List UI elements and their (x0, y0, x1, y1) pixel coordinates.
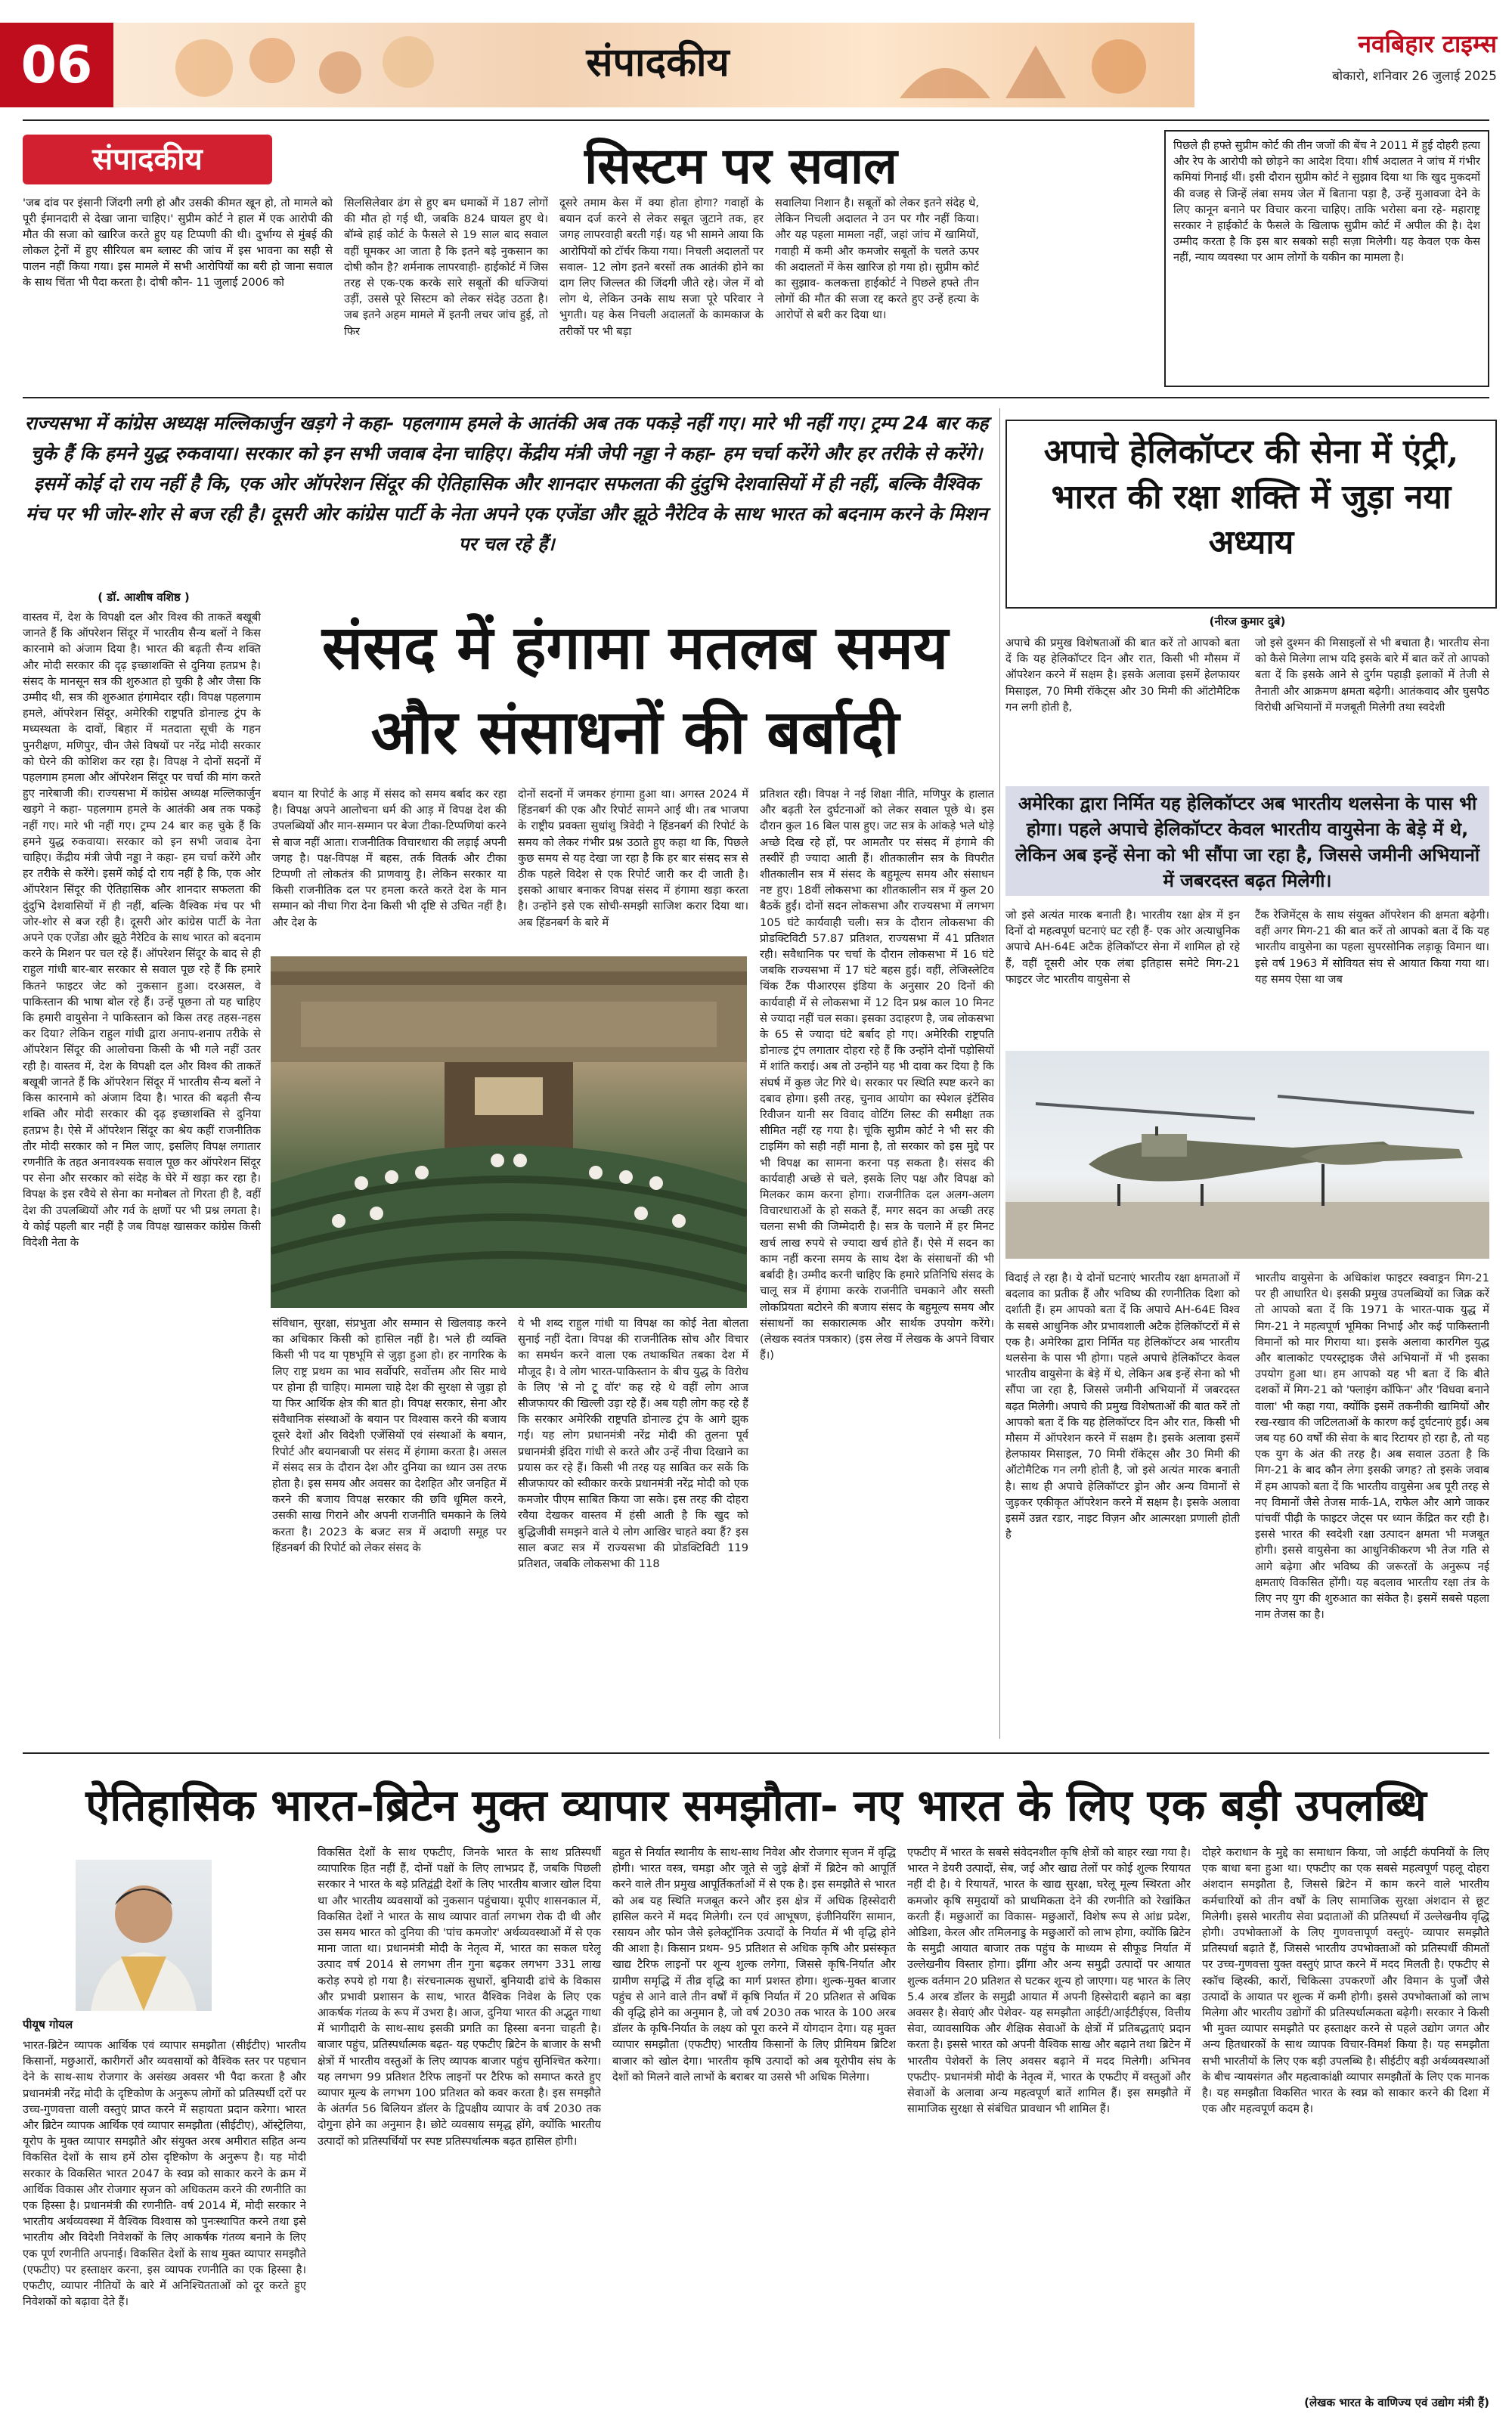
lead-column: संविधान, सुरक्षा, संप्रभुता और सम्मान से खिलवाड़ करने का अधिकार किसी को हासिल नहीं है। भले ही व्यक्ति किसी भी पद या पृष्ठभूमि से जुड़ा हुआ हो। हर नागरिक के लिए राष्ट्र प्रथम का भाव सर्वोपरि, सर्वोत्तम और सिर माथे पर होना ही चाहिए। मामला चाहे देश की सुरक्षा से जुड़ा हो या फिर आर्थिक क्षेत्र की बात हो। विपक्ष सरकार, सेना और संवैधानिक संस्थाओं के बयान पर विश्वास करने की बजाय दूसरे देशों और विदेशी एजेंसियों एवं संस्थाओं के बयान, रिपोर्ट और बयानबाजी पर संसद में हंगामा करता है। असल में संसद सत्र के दौरान देश और दुनिया का ध्यान उस तरफ होता है। इस समय और अवसर का देशहित और जनहित में करने की बजाय विपक्ष सरकार की छवि धूमिल करने, उसकी साख गिराने और अपनी राजनीति चमकाने के लिये करता है। 2023 के बजट सत्र में अदाणी समूह पर हिंडनबर्ग की रिपोर्ट को लेकर संसद के (272, 1317, 507, 1554)
bottom-headline: ऐतिहासिक भारत-ब्रिटेन मुक्त व्यापार समझौता- नए भारत के लिए एक बड़ी उपलब्धि (85, 1780, 1427, 1831)
lead-byline: ( डॉ. आशीष वशिष्ठ ) (98, 590, 190, 604)
side-column: भारतीय वायुसेना के अधिकांश फाइटर स्क्वाड्रन मिग-21 पर ही आधारित थे। इसकी प्रमुख उपलब्धियों का जिक्र करें तो आपको बता दें कि 1971 के भारत-पाक युद्ध में मिग-21 ने महत्वपूर्ण भूमिका निभाई और कई पाकिस्तानी विमानों को मार गिराया था। इसके अलावा कारगिल युद्ध और बालाकोट एयरस्ट्राइक जैसे अभियानों में भी इसका उपयोग हुआ था। हम आपको यह भी बता दें कि बीते दशकों में मिग-21 को 'फ्लाइंग कॉफिन' और 'विधवा बनाने वाला' भी कहा गया, क्योंकि इसमें तकनीकी खामियों और रख-रखाव की जटिलताओं के कारण कई दुर्घटनाएं हुईं। अब जब यह 60 वर्षों की सेवा के बाद रिटायर हो रहा है, तो यह एक युग के अंत की तरह है। अब सवाल उठता है कि मिग-21 के बाद कौन लेगा इसकी जगह? तो इसके जवाब में हम आपको बता दें कि भारतीय वायुसेना अब पूरी तरह से नए विमानों जैसे तेजस मार्क-1A, राफेल और आगे जाकर पांचवीं पीढ़ी के फाइटर जेट्स पर ध्यान केंद्रित कर रही है। इससे भारत की स्वदेशी रक्षा उत्पादन क्षमता भी मजबूत होगी। इससे वायुसेना का आधुनिकीकरण भी तेज गति से आगे बढ़ेगा और भविष्य की जरूरतों के अनुरूप नई क्षमताएं विकसित होंगी। यह बदलाव भारतीय रक्षा तंत्र के लिए नए युग की शुरुआत का संकेत है। इसमें सबसे पहला नाम तेजस का है। (1255, 1272, 1489, 1622)
side-column: अपाचे की प्रमुख विशेषताओं की बात करें तो आपको बता दें कि यह हेलिकॉप्टर दिन और रात, किसी भी मौसम में ऑपरेशन करने में सक्षम है। इसके अलावा इसमें हेलफायर मिसाइल, 70 मिमी रॉकेट्स और 30 मिमी की ऑटोमैटिक गन लगी होती है, (1005, 637, 1240, 714)
editorial-column: सवालिया निशान है। सबूतों को लेकर इतने संदेह थे, लेकिन निचली अदालत ने उन पर गौर नहीं किया। और यह पहला मामला नहीं, जहां जांच में खामियों, गवाही में कमी और कमजोर सबूतों के चलते ऊपर की अदालतों में केस खारिज हो गया हो। सुप्रीम कोर्ट का सुझाव- कलकत्ता हाईकोर्ट ने पिछले हफ्ते तीन लोगों की मौत की सजा रद्द करते हुए उन्हें हत्या के आरोपों से बरी कर दिया था। (775, 197, 979, 322)
bottom-column: भारत-ब्रिटेन व्यापक आर्थिक एवं व्यापार समझौता (सीईटीए) भारतीय किसानों, मछुआरों, कारीगरों और व्यवसायों को वैश्विक स्तर पर पहचान देने के साथ-साथ रोजगार के असंख्य अवसर भी पैदा करता है और प्रधानमंत्री नरेंद्र मोदी के दृष्टिकोण के अनुरूप लोगों को प्रतिस्पर्धी दरों पर उच्च-गुणवत्ता वाली वस्तुएं प्राप्त करने में सहायता प्रदान करेगा। भारत और ब्रिटेन व्यापक आर्थिक एवं व्यापार समझौता (सीईटीए), ऑस्ट्रेलिया, यूरोप के मुक्त व्यापार समझौते और संयुक्त अरब अमीरात सहित अन्य विकसित देशों के साथ हमें ठोस दृष्टिकोण के अनुरूप है। यह मोदी सरकार के विकसित भारत 2047 के स्वप्न को साकार करने के क्रम में आर्थिक विकास और रोजगार सृजन को अधिकतम करने की रणनीति का एक हिस्सा है। प्रधानमंत्री की रणनीति- वर्ष 2014 में, मोदी सरकार ने भारतीय अर्थव्यवस्था में वैश्विक विश्वास को पुनःस्थापित करने तथा इसे भारतीय और विदेशी निवेशकों के लिए आकर्षक गंतव्य बनाने के लिए एक पूर्ण रणनीति अपनाई। विकसित देशों के साथ मुक्त व्यापार समझौते (एफटीए) पर हस्ताक्षर करना, इस व्यापक रणनीति का एक हिस्सा है। एफटीए, व्यापार नीतियों के बारे में अनिश्चितताओं को दूर करते हुए निवेशकों को बढ़ावा देते हैं। (23, 2039, 306, 2309)
column-divider (999, 408, 1000, 1739)
bottom-column: एफटीए में भारत के सबसे संवेदनशील कृषि क्षेत्रों को बाहर रखा गया है। भारत ने डेयरी उत्पादों, सेब, जई और खाद्य तेलों पर कोई शुल्क रियायत नहीं दी है। ये रियायतें, भारत के खाद्य सुरक्षा, घरेलू मूल्य स्थिरता और कमजोर कृषि समुदायों को प्राथमिकता देने की रणनीति को रेखांकित करती हैं। मछुआरों का विकास- मछुआरों, विशेष रूप से आंध्र प्रदेश, ओडिशा, केरल और तमिलनाडु के मछुआरों को लाभ होगा, क्योंकि ब्रिटेन के समुद्री आयात बाजार तक पहुंच के माध्यम से सीफूड निर्यात में उल्लेखनीय विस्तार होगा। झींगा और अन्य समुद्री उत्पादों पर आयात शुल्क वर्तमान 20 प्रतिशत से घटकर शून्य हो जाएगा। यह भारत के लिए 5.4 अरब डॉलर के समुद्री आयात में अपनी हिस्सेदारी बढ़ाने का बड़ा अवसर है। सेवाएं और पेशेवर- यह समझौता आईटी/आईटीईएस, वित्तीय सेवा, व्यावसायिक और शैक्षिक सेवाओं के क्षेत्रों में प्रतिबद्धताएं प्रदान करता है। इससे भारत को अपनी वैश्विक साख और बढ़ाने तथा ब्रिटेन में भारतीय पेशेवरों के लिए अवसर बढ़ाने में मदद मिलेगी। अभिनव एफटीए- प्रधानमंत्री मोदी के नेतृत्व में, भारत के एफटीए में वस्तुओं और सेवाओं के अलावा अन्य महत्वपूर्ण बातें शामिल हैं। इस समझौते में सामाजिक सुरक्षा से संबंधित प्रावधान भी शामिल हैं। (907, 1846, 1191, 2116)
newspaper-name: नवबिहार टाइम्स (1358, 29, 1497, 58)
dateline: बोकारो, शनिवार 26 जुलाई 2025 (1332, 69, 1497, 84)
lead-headline: संसद में हंगामा मतलब समय और संसाधनों की बर्बादी (321, 612, 949, 767)
parliament-illustration (271, 956, 747, 1308)
helicopter-illustration (1005, 1051, 1489, 1259)
side-byline: (नीरज कुमार दुबे) (1209, 615, 1286, 628)
editorial-column: सिलसिलेवार ढंग से हुए बम धमाकों में 187 लोगों की मौत हो गई थी, जबकि 824 घायल हुए थे। बॉम्बे हाई कोर्ट के फैसले से 19 साल बाद सवाल वहीं घूमकर आ जाता है कि इतने बड़े नुकसान का दोषी कौन है? शर्मनाक लापरवाही- हाईकोर्ट में जिस तरह से एक-एक करके सारे सबूतों की धज्जियां उड़ीं, उससे पूरे सिस्टम को लेकर संदेह उठता है। जब इतने अहम मामले में इतनी लचर जांच हुई, तो फिर (344, 197, 548, 338)
helicopter-photo (1005, 1051, 1489, 1259)
page-number: 06 (0, 23, 113, 107)
side-column: जो इसे अत्यंत मारक बनाती है। भारतीय रक्षा क्षेत्र में इन दिनों दो महत्वपूर्ण घटनाएं घट रही हैं- एक ओर अत्याधुनिक अपाचे AH-64E अटैक हेलिकॉप्टर सेना में शामिल हो रहे हैं, वहीं दूसरी ओर एक लंबा इतिहास समेटे मिग-21 फाइटर जेट भारतीय वायुसेना से (1005, 909, 1240, 986)
side-headline: अपाचे हेलिकॉप्टर की सेना में एंट्री, भारत की रक्षा शक्ति में जुड़ा नया अध्याय (1043, 432, 1459, 562)
section-divider (23, 397, 1489, 398)
editorial-column: पिछले ही हफ्ते सुप्रीम कोर्ट की तीन जजों की बेंच ने 2011 में हुई दोहरी हत्या और रेप के आरोपी को छोड़ने का आदेश दिया। शीर्ष अदालत ने जांच में गंभीर कमियां गिनाई थीं। इसी दौरान सुप्रीम कोर्ट ने सुझाव दिया था कि खुद मुकदमों की वजह से जिन्हें लंबा समय जेल में बिताना पड़ा है, उन्हें मुआवजा देने के लिए कानून बनाने पर विचार करना चाहिए। ताकि भरोसा बना रहे- महाराष्ट्र सरकार ने हाईकोर्ट के फैसले के खिलाफ सुप्रीम कोर्ट में अपील की है। देश उम्मीद करता है कि इस बार सबको सही सज़ा मिलेगी। यह केवल एक केस नहीं, न्याय व्यवस्था पर आम लोगों के यकीन का मामला है। (1173, 139, 1480, 265)
lead-kicker: राज्यसभा में कांग्रेस अध्यक्ष मल्लिकार्जुन खड़गे ने कहा- पहलगाम हमले के आतंकी अब तक पकड़े नहीं गए। मारे भी नहीं गए। ट्रम्प 24 बार कह चुके हैं कि हमने युद्ध रुकवाया। सरकार को इन सभी जवाब देना चाहिए। केंद्रीय मंत्री जेपी नड्डा ने कहा- हम चर्चा करेंगे और हर तरीके से करेंगे। इसमें कोई दो राय नहीं है कि, एक ओर ऑपरेशन सिंदूर की ऐतिहासिक और शानदार सफलता की दुंदुभि देशवासियों में ही नहीं, बल्कि वैश्विक मंच पर भी जोर-शोर से बज रही है। दूसरी ओर कांग्रेस पार्टी के नेता अपने एक एजेंडा और झूठे नैरेटिव के साथ भारत को बदनाम करने के मिशन पर चल रहे हैं। (24, 412, 989, 555)
side-highlight-text: अमेरिका द्वारा निर्मित यह हेलिकॉप्टर अब भारतीय थलसेना के पास भी होगा। पहले अपाचे हेलिकॉप्टर केवल भारतीय वायुसेना के बेड़े में थे, लेकिन अब इन्हें सेना को भी सौंपा जा रहा है, जिससे जमीनी अभियानों में जबरदस्त बढ़त मिलेगी। (1015, 793, 1480, 891)
masthead-divider (23, 119, 1489, 121)
editorial-intro: 'जब दांव पर इंसानी जिंदगी लगी हो और उसकी कीमत खून हो, तो मामले को पूरी ईमानदारी से देखा जाना चाहिए।' सुप्रीम कोर्ट ने हाल में एक आरोपी की मौत की सजा को खारिज करते हुए यह टिप्पणी की थी। दुर्भाग्य से मुंबई की लोकल ट्रेनों में हुए सीरियल बम ब्लास्ट की जांच में इस भावना का सही से पालन नहीं किया गया। इस मामले में सभी आरोपियों का बरी हो जाना सवाल के साथ चिंता भी पैदा करता है। दोषी कौन- 11 जुलाई 2006 को (23, 197, 333, 289)
bottom-column: बहुत से निर्यात स्थानीय के साथ-साथ निवेश और रोजगार सृजन में वृद्धि होगी। भारत वस्त्र, चमड़ा और जूते से जुड़े क्षेत्रों में ब्रिटेन को आपूर्ति करने वाले तीन प्रमुख आपूर्तिकर्ताओं में से एक है। इस समझौते से भारत को अब यह स्थिति मजबूत करने और इस क्षेत्र में अधिक हिस्सेदारी हासिल करने में मदद मिलेगी। रत्न एवं आभूषण, इंजीनियरिंग सामान, रसायन और फोन जैसे इलेक्ट्रॉनिक उत्पादों के निर्यात में भी वृद्धि होने की आशा है। किसान प्रथम- 95 प्रतिशत से अधिक कृषि और प्रसंस्कृत खाद्य टैरिफ लाइनों पर शून्य शुल्क लगेगा, जिससे कृषि-निर्यात और ग्रामीण समृद्धि में तीव्र वृद्धि का मार्ग प्रशस्त होगा। शुल्क-मुक्त बाजार पहुंच से आने वाले तीन वर्षों में कृषि निर्यात में 20 प्रतिशत से अधिक की वृद्धि होने का अनुमान है, जो वर्ष 2030 तक भारत के 100 अरब डॉलर के कृषि-निर्यात के लक्ष्य को पूरा करने में योगदान देगा। यह मुक्त व्यापार समझौता (एफटीए) भारतीय किसानों के लिए प्रीमियम ब्रिटिश बाजार को खोल देगा। भारतीय कृषि उत्पादों को अब यूरोपीय संघ के देशों को मिलने वाले लाभों के बराबर या उससे भी अधिक मिलेगा। (612, 1846, 896, 2084)
editorial-box (1164, 130, 1489, 387)
lead-column: बयान या रिपोर्ट के आड़ में संसद को समय बर्बाद कर रहा है। विपक्ष अपने आलोचना धर्म की आड़ में विपक्ष देश की उपलब्धियों और मान-सम्मान पर बेजा टीका-टिप्पणियां करने से बाज नहीं आता। राजनीतिक विचारधारा की लड़ाई अपनी जगह है। पक्ष-विपक्ष में बहस, तर्क वितर्क और टीका टिप्पणी तो लोकतंत्र की प्राणवायु है। लेकिन सरकार या किसी राजनीतिक दल पर हमला करते करते देश के मान सम्मान को नीचा गिरा देना किसी भी दृष्टि से उचित नहीं है। और देश के (272, 788, 507, 929)
bottom-column: विकसित देशों के साथ एफटीए, जिनके भारत के साथ प्रतिस्पर्धी व्यापारिक हित नहीं हैं, दोनों पक्षों के लिए लाभप्रद हैं, जबकि पिछली सरकार ने भारत के बड़े प्रतिद्वंद्वी देशों के लिए भारतीय बाजार खोल दिया था और भारतीय व्यवसायों को नुकसान पहुंचाया। यूपीए शासनकाल में, विकसित देशों ने भारत के साथ व्यापार वार्ता लगभग रोक दी थी और उस समय भारत को दुनिया की 'पांच कमजोर' अर्थव्यवस्थाओं में से एक माना जाता था। प्रधानमंत्री मोदी के नेतृत्व में, भारत का सकल घरेलू उत्पाद वर्ष 2014 से लगभग तीन गुना बढ़कर लगभग 331 लाख करोड़ रुपये हो गया है। संरचनात्मक सुधारों, बुनियादी ढांचे के विकास और प्रभावी प्रशासन के साथ, भारत वैश्विक निवेश के लिए एक आकर्षक गंतव्य के रूप में उभरा है। आज, दुनिया भारत की अद्भुत गाथा में भागीदारी के साथ-साथ इसकी प्रगति का हिस्सा बनना चाहती है। बाजार पहुंच, प्रतिस्पर्धात्मक बढ़त- यह एफटीए ब्रिटेन के बाजार के सभी क्षेत्रों में भारतीय वस्तुओं के लिए व्यापक बाजार पहुंच सुनिश्चित करेगा। यह लगभग 99 प्रतिशत टैरिफ लाइनों पर टैरिफ को समाप्त करते हुए व्यापार मूल्य के लगभग 100 प्रतिशत को कवर करता है। इस समझौते के अंतर्गत 56 बिलियन डॉलर के द्विपक्षीय व्यापार के वर्ष 2030 तक दोगुना होने का अनुमान है। छोटे व्यवसाय समृद्ध होंगे, क्योंकि भारतीय उत्पादों को प्रतिस्पर्धियों पर स्पष्ट प्रतिस्पर्धात्मक बढ़त हासिल होगी। (318, 1846, 601, 2148)
side-column: जो इसे दुश्मन की मिसाइलों से भी बचाता है। भारतीय सेना को कैसे मिलेगा लाभ यदि इसके बारे में बात करें तो आपको बता दें कि इसके आने से दुर्गम पहाड़ी इलाकों में तेजी से तैनाती और आक्रमण क्षमता बढ़ेगी। आतंकवाद और घुसपैठ विरोधी अभियानों में मजबूती मिलेगी तथा स्वदेशी (1255, 637, 1489, 714)
side-column: विदाई ले रहा है। ये दोनों घटनाएं भारतीय रक्षा क्षमताओं में बदलाव का प्रतीक हैं और भविष्य की रणनीतिक दिशा को दर्शाती हैं। हम आपको बता दें कि अपाचे AH-64E विश्व के सबसे आधुनिक और प्रभावशाली अटैक हेलिकॉप्टरों में से एक है। अमेरिका द्वारा निर्मित यह हेलिकॉप्टर अब भारतीय थलसेना के पास भी होगा। पहले अपाचे हेलिकॉप्टर केवल भारतीय वायुसेना के बेड़े में थे, लेकिन अब इन्हें सेना को भी सौंपा जा रहा है, जिससे जमीनी अभियानों में जबरदस्त बढ़त मिलेगी। अपाचे की प्रमुख विशेषताओं की बात करें तो आपको बता दें कि यह हेलिकॉप्टर दिन और रात, किसी भी मौसम में ऑपरेशन करने में सक्षम है। इसके अलावा इसमें हेलफायर मिसाइल, 70 मिमी रॉकेट्स और 30 मिमी की ऑटोमैटिक गन लगी होती है, जो इसे अत्यंत मारक बनाती है। साथ ही अपाचे हेलिकॉप्टर ड्रोन और अन्य विमानों से जुड़कर एकीकृत ऑपरेशन करने में सक्षम है। इसके अलावा इसमें उन्नत रडार, नाइट विज़न और आत्मरक्षा प्रणाली होती है (1005, 1272, 1240, 1541)
author-portrait (76, 1860, 212, 2011)
lead-column: दोनों सदनों में जमकर हंगामा हुआ था। अगस्त 2024 में हिंडनबर्ग की एक और रिपोर्ट सामने आई थी। तब भाजपा के राष्ट्रीय प्रवक्ता सुधांशु त्रिवेदी ने हिंडनबर्ग की रिपोर्ट के समय को लेकर गंभीर प्रश्न उठाते हुए कहा था कि, पिछले कुछ समय से यह देखा जा रहा है कि हर बार संसद सत्र से ठीक पहले विदेश से एक रिपोर्ट जारी कर दी जाती है। इसको आधार बनाकर विपक्ष संसद में हंगामा खड़ा करता है। उन्होंने इसे एक सोची-समझी साजिश करार दिया था। अब हिंडनबर्ग के बारे में (518, 788, 748, 929)
lead-column: ये भी शब्द राहुल गांधी या विपक्ष का कोई नेता बोलता सुनाई नहीं देता। विपक्ष की राजनीतिक सोच और विचार का समर्थन करने वाला एक तथाकथित तबका देश में मौजूद है। वे लोग भारत-पाकिस्तान के बीच युद्ध के विरोध के लिए 'से नो टू वॉर' कह रहे थे वहीं लोग आज सीजफायर की खिल्ली उड़ा रहे हैं। अब यही लोग कह रहे हैं कि सरकार अमेरिकी राष्ट्रपति डोनाल्ड ट्रंप के आगे झुक गई। यह लोग प्रधानमंत्री नरेंद्र मोदी की तुलना पूर्व प्रधानमंत्री इंदिरा गांधी से करते और उन्हें नीचा दिखाने का प्रयास कर रहे हैं। किसी भी तरह यह साबित कर सकें कि सीजफायर को स्वीकार करके प्रधानमंत्री नरेंद्र मोदी को एक कमजोर पीएम साबित किया जा सके। इस तरह की दोहरा रवैया देखकर वास्तव में हंसी आती है कि खुद को बुद्धिजीवी समझने वाले ये लोग आखिर चाहते क्या हैं? इस साल बजट सत्र में राज्यसभा की प्रोडक्टिविटी 119 प्रतिशत, जबकि लोकसभा की 118 (518, 1317, 748, 1571)
section-divider (23, 1752, 1489, 1754)
bottom-column: दोहरे कराधान के मुद्दे का समाधान किया, जो आईटी कंपनियों के लिए एक बाधा बना हुआ था। एफटीए का एक सबसे महत्वपूर्ण पहलू दोहरा अंशदान समझौता है, जिससे ब्रिटेन में काम करने वाले भारतीय कर्मचारियों को तीन वर्षों के लिए सामाजिक सुरक्षा अंशदान से छूट मिलेगी। इससे भारतीय सेवा प्रदाताओं की प्रतिस्पर्धा में उल्लेखनीय वृद्धि होगी। उपभोक्ताओं के लिए गुणवत्तापूर्ण वस्तुएं- व्यापार समझौते प्रतिस्पर्धा बढ़ाते हैं, जिससे भारतीय उपभोक्ताओं को प्रतिस्पर्धी कीमतों पर उच्च-गुणवत्ता युक्त वस्तुएं प्राप्त करने में मदद मिलती है। एफटीए से स्कॉच व्हिस्की, कारों, चिकित्सा उपकरणों और विमान के पुर्जों जैसे उत्पादों के आयात पर शुल्क में कमी होगी। इससे उपभोक्ताओं को लाभ मिलेगा और भारतीय उद्योगों की प्रतिस्पर्धात्मकता बढ़ेगी। सरकार ने किसी भी मुक्त व्यापार समझौते पर हस्ताक्षर करने से पहले उद्योग जगत और अन्य हितधारकों के साथ व्यापक विचार-विमर्श किया है। यह समझौता सभी भारतीयों के लिए एक बड़ी उपलब्धि है। सीईटीए बड़ी अर्थव्यवस्थाओं के बीच न्यायसंगत और महत्वाकांक्षी व्यापार समझौतों के लिए एक मानक है। यह समझौता विकसित भारत के स्वप्न को साकार करने की दिशा में एक और महत्वपूर्ण कदम है। (1202, 1846, 1489, 2116)
editorial-column: दूसरे तमाम केस में क्या होता होगा? गवाहों के बयान दर्ज करने से लेकर सबूत जुटाने तक, हर जगह लापरवाही बरती गई। यह भी सामने आया कि आरोपियों को टॉर्चर किया गया। निचली अदालतों पर सवाल- 12 लोग इतने बरसों तक आतंकी होने का दाग लिए जिल्लत की जिंदगी जीते रहे। जेल में वो लोग थे, लेकिन उनके साथ सजा पूरे परिवार ने भुगती। यह केस निचली अदालतों के कामकाज के तरीकों पर भी बड़ा (559, 197, 764, 338)
lead-column: वास्तव में, देश के विपक्षी दल और विश्व की ताकतें बखूबी जानते हैं कि ऑपरेशन सिंदूर में भारतीय सैन्य बलों ने किस कारनामे को अंजाम दिया है। भारत की बढ़ती सैन्य शक्ति और मोदी सरकार की दृढ़ इच्छाशक्ति से दुनिया हतप्रभ है। संसद के मानसून सत्र की शुरुआत हो चुकी है और जैसा कि उम्मीद थी, सत्र की शुरुआत हंगामेदार रही। विपक्ष पहलगाम हमले, ऑपरेशन सिंदूर, अमेरिकी राष्ट्रपति डोनाल्ड ट्रंप के मध्यस्थता के दावों, बिहार में मतदाता सूची के गहन पुनरीक्षण, मणिपुर, चीन जैसे विषयों पर नरेंद्र मोदी सरकार को घेरने की कोशिश कर रहा है। विपक्ष ने दोनों सदनों में पहलगाम हमला और ऑपरेशन सिंदूर पर चर्चा की मांग करते हुए नारेबाजी की। राज्यसभा में कांग्रेस अध्यक्ष मल्लिकार्जुन खड़गे ने कहा- पहलगाम हमले के आतंकी अब तक पकड़े नहीं गए। मारे भी नहीं गए। ट्रम्प 24 बार कह चुके हैं कि हमने युद्ध रुकवाया। सरकार को इन सभी जवाब देना चाहिए। केंद्रीय मंत्री जेपी नड्डा ने कहा- हम चर्चा करेंगे और हर तरीके से करेंगे। इसमें कोई दो राय नहीं है कि, एक ओर ऑपरेशन सिंदूर की ऐतिहासिक और शानदार सफलता की दुंदुभि देशवासियों में ही नहीं, बल्कि वैश्विक मंच पर भी जोर-शोर से बज रही है। दूसरी ओर कांग्रेस पार्टी के नेता अपने एक एजेंडा और झूठे नैरेटिव के साथ भारत को बदनाम करने के मिशन पर चल रहे हैं। ऑपरेशन सिंदूर के बाद से ही राहुल गांधी बार-बार सरकार से सवाल पूछ रहे हैं कि हमारे कितने फाइटर जेट को नुकसान हुआ। दरअसल, वे पाकिस्तान की भाषा बोल रहे हैं। उन्हें पूछना तो यह चाहिए कि हमारी वायुसेना ने पाकिस्तान को किस तरह तहस-नहस कर दिया? लेकिन राहुल गांधी द्वारा अनाप-शनाप तरीके से ऑपरेशन सिंदूर की आलोचना किसी के भी गले नहीं उतर रही है। वास्तव में, देश के विपक्षी दल और विश्व की ताकतें बखूबी जानते हैं कि ऑपरेशन सिंदूर में भारतीय सैन्य बलों ने किस कारनामे को अंजाम दिया है। भारत की बढ़ती सैन्य शक्ति और मोदी सरकार की दृढ़ इच्छाशक्ति से दुनिया हतप्रभ है। ऐसे में ऑपरेशन सिंदूर का श्रेय कहीं राजनीतिक तौर मोदी सरकार को न मिल जाए, इसलिए विपक्ष लगातार रणनीति के तहत अनावश्यक सवाल पूछ कर ऑपरेशन सिंदूर पर सेना और सरकार को संदेह के घेरे में खड़ा कर रहा है। विपक्ष के इस रवैये से सेना का मनोबल तो गिरता ही है, वहीं देश की उपलब्धियों और गर्व के क्षणों पर भी प्रश्न लगता है। ये कोई पहली बार नहीं है जब विपक्ष खासकर कांग्रेस किसी विदेशी नेता के (23, 611, 261, 1249)
lead-column: प्रतिशत रही। विपक्ष ने नई शिक्षा नीति, मणिपुर के हालात और बढ़ती रेल दुर्घटनाओं को लेकर सवाल पूछे थे। इस दौरान कुल 16 बिल पास हुए। जट सत्र के आंकड़े भले थोड़े अच्छे दिख रहे हों, पर आमतौर पर संसद में हंगामे की तस्वीरें ही ज्यादा आती हैं। शीतकालीन सत्र के विपरीत शीतकालीन सत्र में संसद के बहुमूल्य समय और संसाधन नष्ट हुए। 18वीं लोकसभा का शीतकालीन सत्र में कुल 20 बैठकें हुईं। दोनों सदन लोकसभा और राज्यसभा में लगभग 105 घंटे कार्यवाही चली। सत्र के दौरान लोकसभा की प्रोडक्टिविटी 57.87 प्रतिशत, राज्यसभा में 41 प्रतिशत रही। सवैधानिक पर चर्चा के दौरान लोकसभा में 16 घंटे जबकि राज्यसभा में 17 घंटे बहस हुई। वहीं, लेजिस्लेटिव थिंक टैंक पीआरएस इंडिया के अनुसार 20 दिनों की कार्यवाही में से लोकसभा में 12 दिन प्रश्न काल 10 मिनट से ज्यादा नहीं चल सका। इसका उदाहरण है, जब लोकसभा के 65 से ज्यादा घंटे बर्बाद हो गए। अमेरिकी राष्ट्रपति डोनाल्ड ट्रंप लगातार दोहरा रहे हैं कि उन्होंने दोनों पड़ोसियों में शांति कराई। अब तो उन्होंने यह भी दावा कर दिया है कि संघर्ष में कुछ जेट गिरे थे। सरकार पर स्थिति स्पष्ट करने का दबाव होगा। इसी तरह, चुनाव आयोग का स्पेशल इंटेंसिव रिवीजन यानी सर विवाद वोटिंग लिस्ट की समीक्षा तक सीमित नहीं रह गया है। चूंकि सुप्रीम कोर्ट ने भी सर की टाइमिंग को सही नहीं माना है, तो सरकार को इस मुद्दे पर भी विपक्ष का सामना करना पड़ सकता है। संसद की कार्यवाही अच्छे से चले, इसके लिए पक्ष और विपक्ष को मिलकर काम करना होगा। राजनीतिक दल अलग-अलग विचारधाराओं के हो सकते हैं, मगर सदन का अच्छी तरह चलना सभी की जिम्मेदारी है। सत्र के चलाने में हर मिनट खर्च लाख रुपये से ज्यादा खर्च होते हैं। ऐसे में सदन का काम नहीं करना समय के साथ देश के संसाधनों की भी बर्बादी है। उम्मीद करनी चाहिए कि हमारे प्रतिनिधि संसद के चालू सत्र में हंगामा करके राजनीति चमकाने और सस्ती लोकप्रियता बटोरने की बजाय संसद के बहुमूल्य समय और संसाधनों का सकारात्मक और सार्थक उपयोग करेंगे। (लेखक स्वतंत्र पत्रकार) (इस लेख में लेखक के अपने विचार हैं।) (760, 788, 994, 1362)
side-column: टैंक रेजिमेंट्स के साथ संयुक्त ऑपरेशन की क्षमता बढ़ेगी। वहीं अगर मिग-21 की बात करें तो आपको बता दें कि यह भारतीय वायुसेना का पहला सुपरसोनिक लड़ाकू विमान था। इसे वर्ष 1963 में सोवियत संघ से आयात किया गया था। यह समय ऐसा था जब (1255, 909, 1489, 986)
editorial-title: सिस्टम पर सवाल (584, 136, 897, 195)
author-name: पीयूष गोयल (23, 2018, 73, 2031)
editorial-label: संपादकीय (23, 135, 272, 184)
section-title: संपादकीय (586, 40, 730, 85)
author-footnote: (लेखक भारत के वाणिज्य एवं उद्योग मंत्री हैं) (1304, 2396, 1489, 2409)
author-photo (76, 1860, 212, 2011)
parliament-photo (271, 956, 747, 1308)
